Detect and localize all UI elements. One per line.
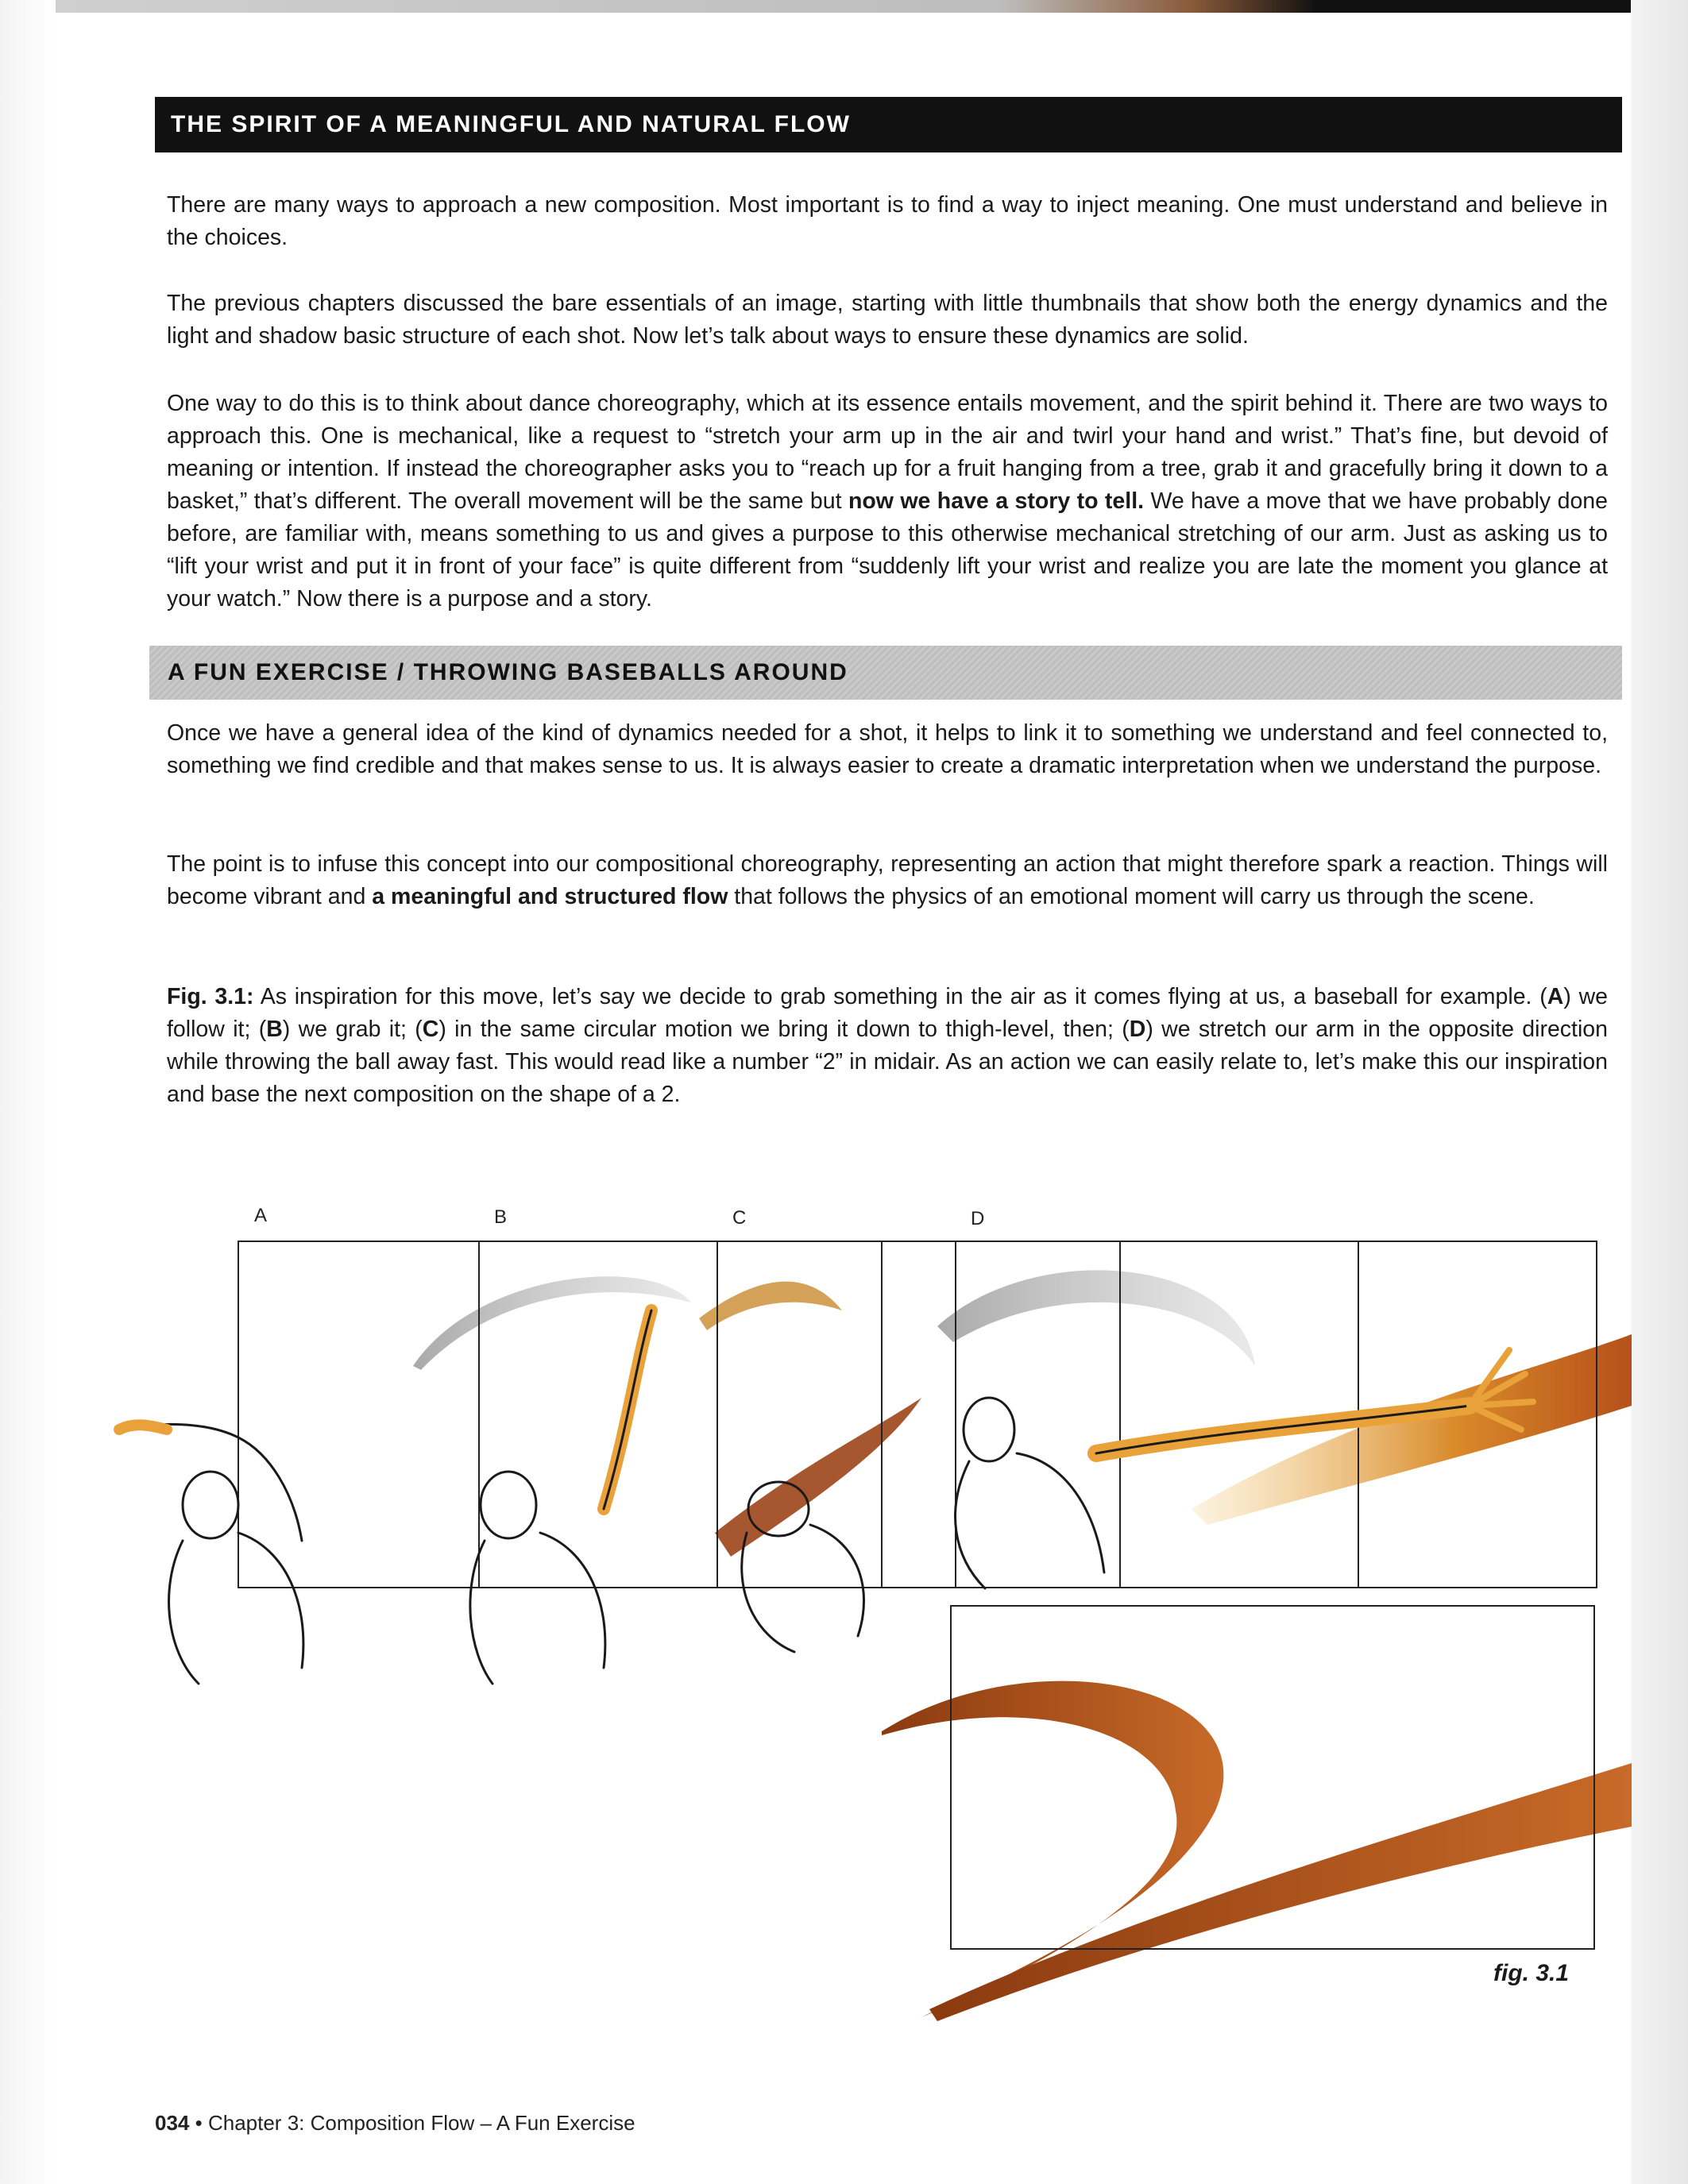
section-heading-fun-exercise: A FUN EXERCISE / THROWING BASEBALLS AROUND [149, 646, 1622, 700]
footer-bullet: • [195, 2111, 203, 2135]
paragraph-choreography-concept: The point is to infuse this concept into our compositional choreography, representing an action that might therefore spark a reaction. Things will become vibrant and a meaningful and structured flow that follows the physics of an emotional moment will carry us through the scene. [167, 851, 1608, 909]
footer-chapter: Chapter 3: Composition Flow – A Fun Exercise [207, 2111, 635, 2135]
frame-label-b: B [494, 1206, 508, 1228]
frame-label-c: C [732, 1207, 747, 1229]
page-top-edge [56, 0, 1632, 13]
paragraph-previous-chapters: The previous chapters discussed the bare essentials of an image, starting with little thumbnails that show both the energy dynamics and the light and shadow basic structure of each shot. Now let’s talk about ways to ensure these dynamics are solid. [167, 291, 1608, 349]
orange-swoosh-upper [699, 1282, 842, 1330]
figure-sketches [119, 1310, 1533, 1684]
figure-3-1 [0, 1160, 1688, 2049]
grey-swoosh-right [937, 1270, 1255, 1366]
page-footer [155, 2111, 635, 2136]
figure-caption: fig. 3.1 [1493, 1960, 1570, 1986]
paragraph-dynamics: Once we have a general idea of the kind of dynamics needed for a shot, it helps to link it to something we understand and feel connected to, something we find credible and that makes sense to us. It is always easier to create a dramatic interpretation when we understand the purpose. [167, 720, 1608, 778]
frame-label-a: A [254, 1205, 268, 1226]
paragraph-intro: There are many ways to approach a new composition. Most important is to find a way to inject meaning. One must understand and believe in the choices. [167, 192, 1608, 250]
page-number: 034 [155, 2111, 190, 2135]
paragraph-choreography: One way to do this is to think about dance choreography, which at its essence entails movement, and the spirit behind it. There are two ways to approach this. One is mechanical, like a request to “stretch your arm up in the air and twirl your hand and wrist.” That’s fine, but devoid of meaning or intention. If instead the choreographer asks you to “reach up for a fruit hanging from a tree, grab it and gracefully bring it down to a basket,” that’s different. The overall movement will be the same but now we have a story to tell. We have a move that we have probably done before, are familiar with, means something to us and gives a purpose to this otherwise mechanical stretching of our arm. Just as asking us to “lift your wrist and put it in front of your face” is quite different from “suddenly lift your wrist and realize you are late the moment you glance at your watch.” Now there is a purpose and a story. [167, 391, 1609, 612]
paragraph-fig-description: Fig. 3.1: As inspiration for this move, let’s say we decide to grab something in the air as it comes flying at us, a baseball for example. (A) we follow it; (B) we grab it; (C) in the same circular motion we bring it down to thigh-level, then; (D) we stretch our arm in the opposite direction while throwing the ball away fast. This would read like a number “2” in midair. As an action we can easily relate to, let’s make this our inspiration and base the next composition on the shape of a 2. [167, 984, 1609, 1107]
figure-illustration [0, 1160, 1688, 2049]
frame-label-d: D [971, 1208, 985, 1229]
section-heading-spirit: THE SPIRIT OF A MEANINGFUL AND NATURAL FLOW [155, 97, 1622, 152]
